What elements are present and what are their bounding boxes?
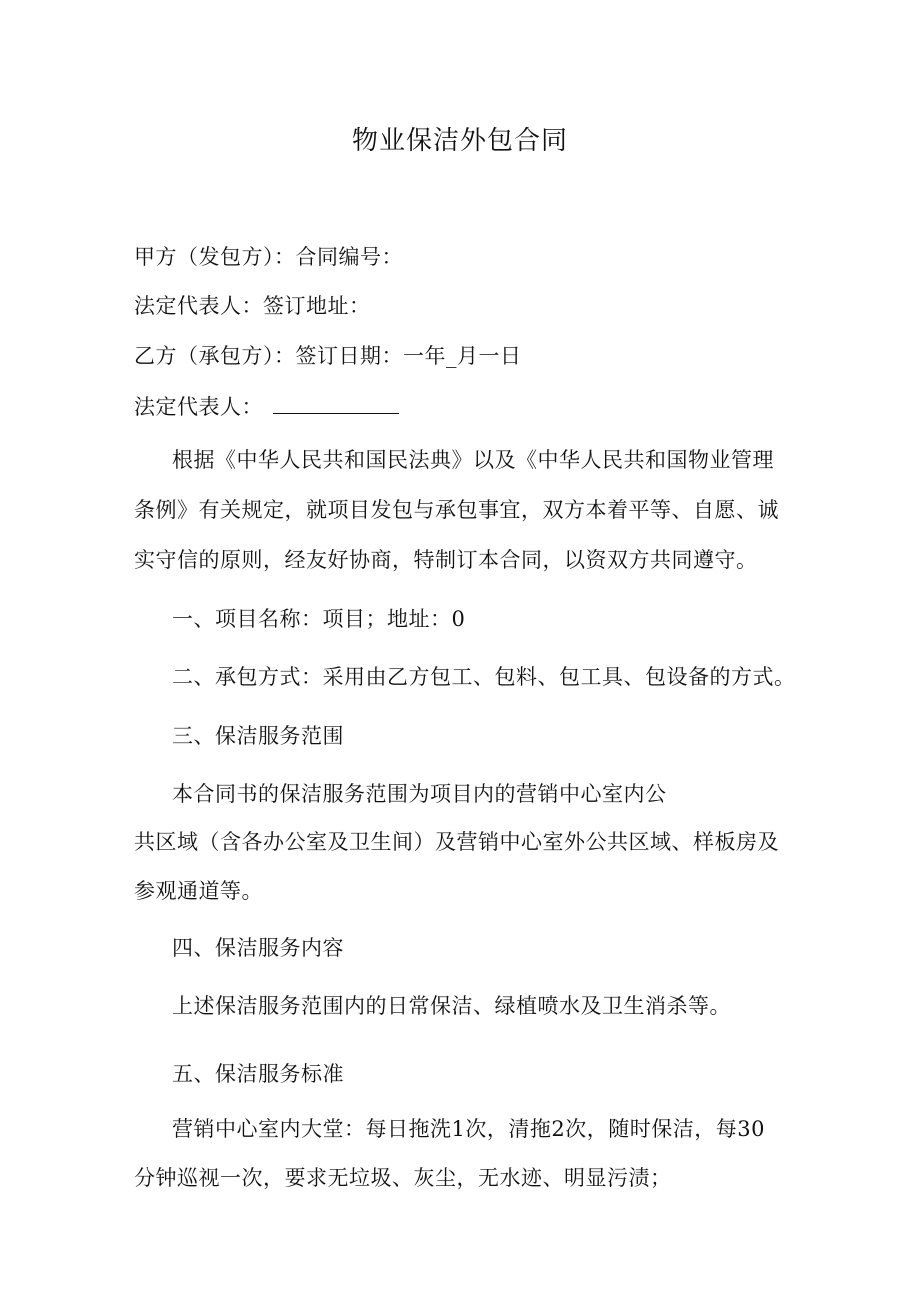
section-5-heading: 五、保洁服务标准 [172, 1062, 344, 1086]
legal-rep-line-1: 法定代表人：签订地址： [134, 294, 371, 318]
section-1-line: 一、项目名称：项目；地址：0 [172, 607, 466, 631]
section-2-line: 二、承包方式：采用由乙方包工、包料、包工具、包设备的方式。 [172, 665, 796, 689]
preamble-line-2: 条例》有关规定，就项目发包与承包事宜，双方本着平等、自愿、诚 [134, 498, 779, 522]
section-3-body-line-2: 共区域（含各办公室及卫生间）及营销中心室外公共区域、样板房及 [134, 830, 779, 854]
section-3-heading: 三、保洁服务范围 [172, 724, 344, 748]
section-5-body-line-1: 营销中心室内大堂：每日拖洗1次，清拖2次，随时保洁，每30 [172, 1117, 765, 1141]
section-4-heading: 四、保洁服务内容 [172, 936, 344, 960]
party-a-line: 甲方（发包方）：合同编号： [134, 245, 403, 269]
section-4-body: 上述保洁服务范围内的日常保洁、绿植喷水及卫生消杀等。 [172, 994, 731, 1018]
legal-rep-line-2 [134, 392, 399, 422]
document-title: 物业保洁外包合同 [351, 126, 568, 156]
section-5-body-line-2: 分钟巡视一次，要求无垃圾、灰尘，无水迹、明显污渍； [134, 1166, 672, 1190]
party-b-line: 乙方（承包方）：签订日期：一年_月一日 [134, 344, 522, 368]
section-3-body-line-1: 本合同书的保洁服务范围为项目内的营销中心室内公 [172, 782, 667, 806]
preamble-line-3: 实守信的原则，经友好协商，特制订本合同，以资双方共同遵守。 [134, 548, 758, 572]
signature-blank [273, 393, 399, 414]
section-3-body-line-3: 参观通道等。 [134, 879, 263, 903]
preamble-line-1: 根据《中华人民共和国民法典》以及《中华人民共和国物业管理 [172, 448, 774, 472]
legal-rep-label: 法定代表人： [134, 395, 263, 419]
